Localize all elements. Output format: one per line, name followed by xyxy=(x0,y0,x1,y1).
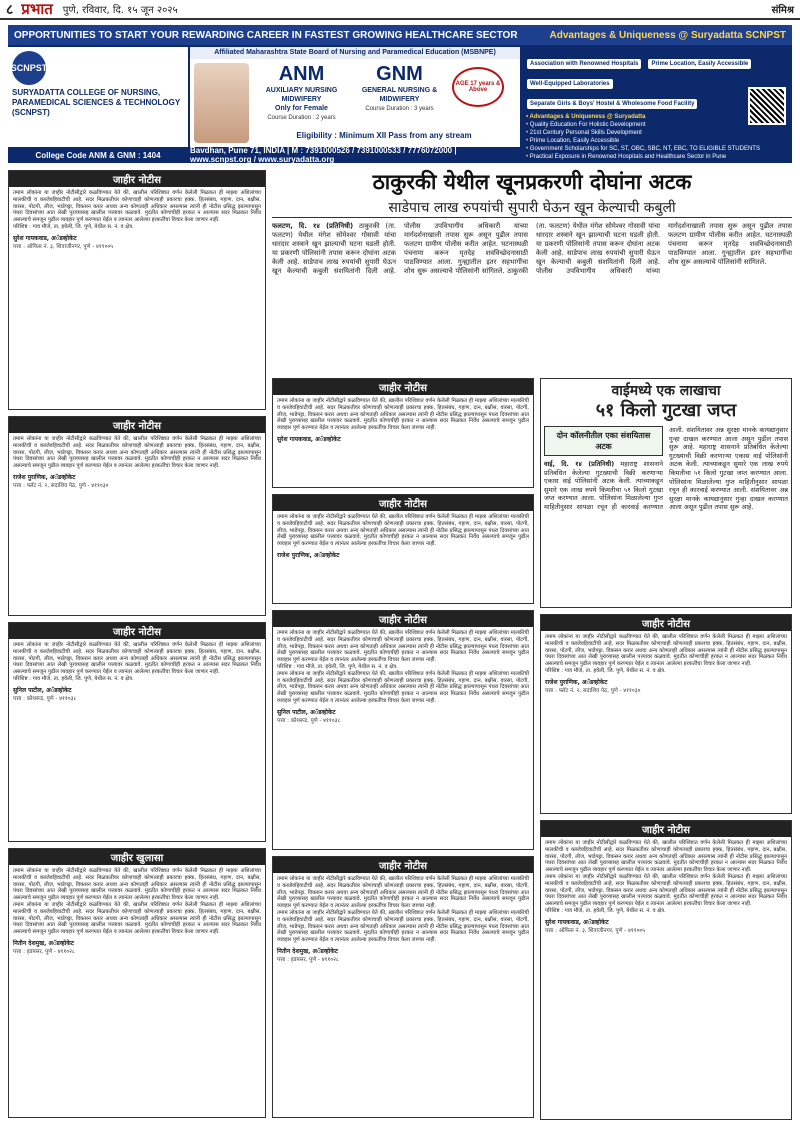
notice-address: पत्ता : कोथरूड, पुणे - ४११०३८ xyxy=(13,695,77,702)
course-gnm xyxy=(352,63,447,127)
notice-body: तमाम लोकांना या जाहीर नोटीसीद्वारे कळविण्यात येते की, खालील परिशिष्टात वर्णन केलेली मिळकत ही माझ्या अशिलांच्या मालकीची व कब्जेवहिवाटीची आहे. सदर मिळकतीवर कोणाचाही कोणत्याही प्रकारचा हक्क, हितसंबंध, गहाण, दान, बक्षीस, वारसा, पोटगी, लीज, भाडेपट्टा, विकसन करार अथवा अन्य कोणताही अधिकार असल्यास त्यांनी ही नोटीस प्रसिद्ध झाल्यापासून पंधरा दिवसांच्या आत लेखी पुराव्यासह खालील पत्त्यावर कळवावे. मुदतीत कोणाचीही हरकत न आल्यास सदर मिळकत निर्वेध असल्याचे समजून पुढील व्यवहार पूर्ण करण्यात येईल व त्यानंतर आलेल्या हरकतींचा विचार केला जाणार नाही. xyxy=(13,901,261,936)
notice-title: जाहीर नोटीस xyxy=(273,611,533,627)
story-text: ठाकुरकी (ता. फलटण) येथील मंगेश सोमेश्वर गोसावी यांचा धारदार शस्त्राने खून झाल्याची घटना घडली होती. या प्रकरणी पोलिसांनी तपास करून दोघांना अटक केली आहे. साडेपाच लाख रुपयांची सुपारी घेऊन खून केल्याची कबुली संशयितांनी दिली आहे. पोलीस उपविभागीय अधिकारी यांच्या मार्गदर्शनाखाली तपास सुरू असून पुढील तपास फलटण ग्रामीण पोलीस करीत आहेत. घटनास्थळी पंचनामा करून मृतदेह शवविच्छेदनासाठी पाठविण्यात आला. गुन्ह्यातील इतर सहभागींचा शोध सुरू असल्याचे पोलिसांनी सांगितले. xyxy=(507,222,792,275)
course-gnm-duration: Course Duration : 3 years xyxy=(365,106,434,112)
notice-title: जाहीर नोटीस xyxy=(9,623,265,639)
gutkha-highlight-box: दोन कॉलनीतील एका संशयितास अटक xyxy=(544,426,663,456)
notice-body: तमाम लोकांना या जाहीर नोटीसीद्वारे कळविण्यात येते की, खालील परिशिष्टात वर्णन केलेली मिळकत ही माझ्या अशिलांच्या मालकीची व कब्जेवहिवाटीची आहे. सदर मिळकतीवर कोणाचाही कोणत्याही प्रकारचा हक्क, हितसंबंध, गहाण, दान, बक्षीस, वारसा, पोटगी, लीज, भाडेपट्टा, विकसन करार अथवा अन्य कोणताही अधिकार असल्यास त्यांनी ही नोटीस प्रसिद्ध झाल्यापासून पंधरा दिवसांच्या आत लेखी पुराव्यासह खालील पत्त्यावर कळवावे. मुदतीत कोणाचीही हरकत न आल्यास सदर मिळकत निर्वेध असल्याचे समजून पुढील व्यवहार पूर्ण करण्यात येईल व त्यानंतर आलेल्या हरकतींचा विचार केला जाणार नाही. xyxy=(277,630,529,664)
gutkha-headline-2: ५१ किलो गुटखा जप्त xyxy=(595,400,737,421)
masthead xyxy=(0,0,800,20)
public-notice xyxy=(8,170,266,410)
notice-schedule: परिशिष्ट : गाव मौजे, ता. हवेली, जि. पुणे, येथील स. नं. व क्षेत्र. xyxy=(545,667,666,674)
course-anm xyxy=(254,63,349,127)
notice-title: जाहीर खुलासा xyxy=(9,849,265,865)
public-notice xyxy=(272,378,534,488)
public-notice xyxy=(8,416,266,616)
notice-schedule: परिशिष्ट : गाव मौजे, ता. हवेली, जि. पुणे, येथील स. नं. व क्षेत्र. xyxy=(277,663,398,670)
notice-title: जाहीर नोटीस xyxy=(273,379,533,395)
course-anm-note: Only for Female xyxy=(275,105,328,112)
notice-body: तमाम लोकांना या जाहीर नोटीसीद्वारे कळविण्यात येते की, खालील परिशिष्टात वर्णन केलेली मिळकत ही माझ्या अशिलांच्या मालकीची व कब्जेवहिवाटीची आहे. सदर मिळकतीवर कोणाचाही कोणत्याही प्रकारचा हक्क, हितसंबंध, गहाण, दान, बक्षीस, वारसा, पोटगी, लीज, भाडेपट्टा, विकसन करार अथवा अन्य कोणताही अधिकार असल्यास त्यांनी ही नोटीस प्रसिद्ध झाल्यापासून पंधरा दिवसांच्या आत लेखी पुराव्यासह खालील पत्त्यावर कळवावे. मुदतीत कोणाचीही हरकत न आल्यास सदर मिळकत निर्वेध असल्याचे समजून पुढील व्यवहार पूर्ण करण्यात येईल व त्यानंतर आलेल्या हरकतींचा विचार केला जाणार नाही. xyxy=(277,514,529,548)
notice-schedule: परिशिष्ट : गाव मौजे, ता. हवेली, जि. पुणे, येथील स. नं. व क्षेत्र. xyxy=(13,675,134,682)
notice-signature: राजेश पुराणिक, अॅडव्होकेट xyxy=(277,551,340,559)
story-subheadline: साडेपाच लाख रुपयांची सुपारी घेऊन खून केल्याची कबुली xyxy=(272,198,792,218)
notice-signature: सुरेश गायकवाड, अॅडव्होकेट xyxy=(277,435,341,443)
notice-schedule: परिशिष्ट : गाव मौजे, ता. हवेली, जि. पुणे, येथील स. नं. व क्षेत्र. xyxy=(13,223,134,230)
course-gnm-title: GNM xyxy=(376,63,423,85)
course-gnm-sub: GENERAL NURSING & MIDWIFERY xyxy=(361,87,438,103)
notice-body: तमाम लोकांना या जाहीर नोटीसीद्वारे कळविण्यात येते की, खालील परिशिष्टात वर्णन केलेली मिळकत ही माझ्या अशिलांच्या मालकीची व कब्जेवहिवाटीची आहे. सदर मिळकतीवर कोणाचाही कोणत्याही प्रकारचा हक्क, हितसंबंध, गहाण, दान, बक्षीस, वारसा, पोटगी, लीज, भाडेपट्टा, विकसन करार अथवा अन्य कोणताही अधिकार असल्यास त्यांनी ही नोटीस प्रसिद्ध झाल्यापासून पंधरा दिवसांच्या आत लेखी पुराव्यासह खालील पत्त्यावर कळवावे. मुदतीत कोणाचीही हरकत न आल्यास सदर मिळकत निर्वेध असल्याचे समजून पुढील व्यवहार पूर्ण करण्यात येईल व त्यानंतर आलेल्या हरकतींचा विचार केला जाणार नाही. xyxy=(13,868,261,902)
feature-badge: Well-Equipped Laboratories xyxy=(527,79,613,89)
notice-address: पत्ता : हडपसर, पुणे - ४११०२८ xyxy=(13,948,75,955)
notice-schedule: परिशिष्ट : गाव मौजे, ता. हवेली, जि. पुणे, येथील स. नं. व क्षेत्र. xyxy=(545,907,666,914)
notice-signature: नितीन देशमुख, अॅडव्होकेट xyxy=(13,939,74,947)
college-advertisement xyxy=(8,25,792,163)
ad-course-panel xyxy=(190,47,520,163)
public-notice xyxy=(540,614,792,814)
notice-address: पत्ता : ऑफिस नं. ३, शिवाजीनगर, पुणे - ४११००५ xyxy=(545,927,646,934)
public-notice xyxy=(272,856,534,1118)
college-logo-icon: SCNPST xyxy=(12,51,46,85)
advantage-item: • Quality Education For Holistic Development xyxy=(526,121,788,129)
advantages-title: • Advantages & Uniqueness @ Suryadatta xyxy=(526,113,788,121)
public-notice xyxy=(540,820,792,1120)
student-photo xyxy=(194,63,249,143)
notice-body: तमाम लोकांना या जाहीर नोटीसीद्वारे कळविण्यात येते की, खालील परिशिष्टात वर्णन केलेली मिळकत ही माझ्या अशिलांच्या मालकीची व कब्जेवहिवाटीची आहे. सदर मिळकतीवर कोणाचाही कोणत्याही प्रकारचा हक्क, हितसंबंध, गहाण, दान, बक्षीस, वारसा, पोटगी, लीज, भाडेपट्टा, विकसन करार अथवा अन्य कोणताही अधिकार असल्यास त्यांनी ही नोटीस प्रसिद्ध झाल्यापासून पंधरा दिवसांच्या आत लेखी पुराव्यासह खालील पत्त्यावर कळवावे. मुदतीत कोणाचीही हरकत न आल्यास सदर मिळकत निर्वेध असल्याचे समजून पुढील व्यवहार पूर्ण करण्यात येईल व त्यानंतर आलेल्या हरकतींचा विचार केला जाणार नाही. xyxy=(13,642,261,676)
notice-body: तमाम लोकांना या जाहीर नोटीसीद्वारे कळविण्यात येते की, खालील परिशिष्टात वर्णन केलेली मिळकत ही माझ्या अशिलांच्या मालकीची व कब्जेवहिवाटीची आहे. सदर मिळकतीवर कोणाचाही कोणत्याही प्रकारचा हक्क, हितसंबंध, गहाण, दान, बक्षीस, वारसा, पोटगी, लीज, भाडेपट्टा, विकसन करार अथवा अन्य कोणताही अधिकार असल्यास त्यांनी ही नोटीस प्रसिद्ध झाल्यापासून पंधरा दिवसांच्या आत लेखी पुराव्यासह खालील पत्त्यावर कळवावे. मुदतीत कोणाचीही हरकत न आल्यास सदर मिळकत निर्वेध असल्याचे समजून पुढील व्यवहार पूर्ण करण्यात येईल व त्यानंतर आलेल्या हरकतींचा विचार केला जाणार नाही. xyxy=(545,840,787,874)
course-anm-duration: Course Duration : 2 years xyxy=(267,115,336,121)
notice-body: तमाम लोकांना या जाहीर नोटीसीद्वारे कळविण्यात येते की, खालील परिशिष्टात वर्णन केलेली मिळकत ही माझ्या अशिलांच्या मालकीची व कब्जेवहिवाटीची आहे. सदर मिळकतीवर कोणाचाही कोणत्याही प्रकारचा हक्क, हितसंबंध, गहाण, दान, बक्षीस, वारसा, पोटगी, लीज, भाडेपट्टा, विकसन करार अथवा अन्य कोणताही अधिकार असल्यास त्यांनी ही नोटीस प्रसिद्ध झाल्यापासून पंधरा दिवसांच्या आत लेखी पुराव्यासह खालील पत्त्यावर कळवावे. मुदतीत कोणाचीही हरकत न आल्यास सदर मिळकत निर्वेध असल्याचे समजून पुढील व्यवहार पूर्ण करण्यात येईल व त्यानंतर आलेल्या हरकतींचा विचार केला जाणार नाही. xyxy=(545,634,787,668)
notice-address: पत्ता : फ्लॅट नं. २, सदाशिव पेठ, पुणे - ४११०३० xyxy=(13,482,109,489)
story-text: ठाकुरकी (ता. फलटण) येथील मंगेश सोमेश्वर गोसावी यांचा धारदार शस्त्राने खून झाल्याची घटना घडली होती. या प्रकरणी पोलिसांनी तपास करून दोघांना अटक केली आहे. साडेपाच लाख रुपयांची सुपारी घेऊन खून केल्याची कबुली संशयितांनी दिली आहे. पोलीस उपविभागीय अधिकारी यांच्या मार्गदर्शनाखाली तपास सुरू असून पुढील तपास फलटण ग्रामीण पोलीस करीत आहेत. घटनास्थळी पंचनामा करून मृतदेह शवविच्छेदनासाठी पाठविण्यात आला. गुन्ह्यातील इतर सहभागींचा शोध सुरू असल्याचे पोलिसांनी सांगितले. xyxy=(272,222,528,275)
middle-notices-column xyxy=(272,378,534,1124)
feature-badge: Prime Location, Easily Accessible xyxy=(648,59,751,69)
notice-address: पत्ता : कोथरूड, पुणे - ४११०३८ xyxy=(277,717,341,724)
advantage-item: • Prime Location, Easily Accessible xyxy=(526,137,788,145)
ad-headline: OPPORTUNITIES TO START YOUR REWARDING CAREER IN FASTEST GROWING HEALTHCARE SECTOR xyxy=(14,29,518,41)
course-anm-sub: AUXILIARY NURSING MIDWIFERY xyxy=(265,87,338,103)
notice-title: जाहीर नोटीस xyxy=(9,171,265,187)
eligibility: Eligibility : Minimum XII Pass from any stream xyxy=(296,131,472,140)
notice-signature: राजेश पुराणिक, अॅडव्होकेट xyxy=(545,678,608,686)
notice-address: पत्ता : हडपसर, पुणे - ४११०२८ xyxy=(277,956,339,963)
notice-address: पत्ता : फ्लॅट नं. २, सदाशिव पेठ, पुणे - ४११०३० xyxy=(545,687,641,694)
story-body xyxy=(272,222,792,370)
ad-top-right: Advantages & Uniqueness @ Suryadatta SCNPST xyxy=(549,29,786,41)
feature-badge: Separate Girls & Boys' Hostel & Wholesome Food Facility xyxy=(527,99,697,109)
qr-code-icon xyxy=(748,87,786,125)
notice-signature: सुनिल पाटील, अॅडव्होकेट xyxy=(13,686,72,694)
notice-body: तमाम लोकांना या जाहीर नोटीसीद्वारे कळविण्यात येते की, खालील परिशिष्टात वर्णन केलेली मिळकत ही माझ्या अशिलांच्या मालकीची व कब्जेवहिवाटीची आहे. सदर मिळकतीवर कोणाचाही कोणत्याही प्रकारचा हक्क, हितसंबंध, गहाण, दान, बक्षीस, वारसा, पोटगी, लीज, भाडेपट्टा, विकसन करार अथवा अन्य कोणताही अधिकार असल्यास त्यांनी ही नोटीस प्रसिद्ध झाल्यापासून पंधरा दिवसांच्या आत लेखी पुराव्यासह खालील पत्त्यावर कळवावे. मुदतीत कोणाचीही हरकत न आल्यास सदर मिळकत निर्वेध असल्याचे समजून पुढील व्यवहार पूर्ण करण्यात येईल व त्यानंतर आलेल्या हरकतींचा विचार केला जाणार नाही. xyxy=(277,909,529,944)
advantage-item: • Government Scholarships for SC, ST, OBC, SBC, NT, EBC, TO ELIGIBLE STUDENTS xyxy=(526,145,788,153)
ad-college-panel xyxy=(8,47,188,163)
gutkha-story xyxy=(540,378,792,608)
gutkha-body xyxy=(544,426,788,512)
affiliation: Affiliated Maharashtra State Board of Nursing and Paramedical Education (MSBNPE) xyxy=(190,47,520,59)
gutkha-text: महाराष्ट्र शासनाने प्रतिबंधित केलेल्या गुटख्याची विक्री करणाऱ्या एकास वाई पोलिसांनी अटक केली. त्याच्याकडून सुमारे एक लाख रुपये किमतीचा ५१ किलो गुटखा जप्त करण्यात आला. पोलिसांना मिळालेल्या गुप्त माहितीनुसार सापळा रचून ही कारवाई करण्यात आली. संशयितावर अन्न सुरक्षा मानके कायद्यानुसार गुन्हा दाखल करण्यात आला असून पुढील तपास सुरू आहे. xyxy=(669,443,789,512)
notice-title: जाहीर नोटीस xyxy=(541,821,791,837)
gutkha-headline-1: वाईमध्ये एक लाखाचा xyxy=(611,383,721,399)
edition-label: संमिश्र xyxy=(771,5,794,16)
feature-badge: Association with Renowned Hospitals xyxy=(527,59,641,69)
ad-features-panel xyxy=(522,47,792,163)
course-anm-title: ANM xyxy=(278,63,325,85)
public-disclosure xyxy=(8,848,266,1118)
notice-title: जाहीर नोटीस xyxy=(273,857,533,873)
ad-contact: Bavdhan, Pune 71, INDIA | M : 7391000526 / 7391000533 / 7776072000 | www.scnpst.org / www.suryadatta.org xyxy=(190,147,520,163)
notice-title: जाहीर नोटीस xyxy=(541,615,791,631)
college-code: College Code ANM & GNM : 1404 xyxy=(8,147,188,163)
notice-body: तमाम लोकांना या जाहीर नोटीसीद्वारे कळविण्यात येते की, खालील परिशिष्टात वर्णन केलेली मिळकत ही माझ्या अशिलांच्या मालकीची व कब्जेवहिवाटीची आहे. सदर मिळकतीवर कोणाचाही कोणत्याही प्रकारचा हक्क, हितसंबंध, गहाण, दान, बक्षीस, वारसा, पोटगी, लीज, भाडेपट्टा, विकसन करार अथवा अन्य कोणताही अधिकार असल्यास त्यांनी ही नोटीस प्रसिद्ध झाल्यापासून पंधरा दिवसांच्या आत लेखी पुराव्यासह खालील पत्त्यावर कळवावे. मुदतीत कोणाचीही हरकत न आल्यास सदर मिळकत निर्वेध असल्याचे समजून पुढील व्यवहार पूर्ण करण्यात येईल व त्यानंतर आलेल्या हरकतींचा विचार केला जाणार नाही. xyxy=(277,670,529,704)
public-notice xyxy=(8,622,266,842)
notice-signature: सुरेश गायकवाड, अॅडव्होकेट xyxy=(545,918,609,926)
left-notices-column xyxy=(8,170,266,1124)
notice-body: तमाम लोकांना या जाहीर नोटीसीद्वारे कळविण्यात येते की, खालील परिशिष्टात वर्णन केलेली मिळकत ही माझ्या अशिलांच्या मालकीची व कब्जेवहिवाटीची आहे. सदर मिळकतीवर कोणाचाही कोणत्याही प्रकारचा हक्क, हितसंबंध, गहाण, दान, बक्षीस, वारसा, पोटगी, लीज, भाडेपट्टा, विकसन करार अथवा अन्य कोणताही अधिकार असल्यास त्यांनी ही नोटीस प्रसिद्ध झाल्यापासून पंधरा दिवसांच्या आत लेखी पुराव्यासह खालील पत्त्यावर कळवावे. मुदतीत कोणाचीही हरकत न आल्यास सदर मिळकत निर्वेध असल्याचे समजून पुढील व्यवहार पूर्ण करण्यात येईल व त्यानंतर आलेल्या हरकतींचा विचार केला जाणार नाही. xyxy=(277,876,529,910)
notice-signature: सुरेश गायकवाड, अॅडव्होकेट xyxy=(13,234,77,242)
notice-title: जाहीर नोटीस xyxy=(273,495,533,511)
dateline: पुणे, रविवार, दि. १५ जून २०२५ xyxy=(62,5,178,16)
public-notice xyxy=(272,610,534,850)
story-headline: ठाकुरकी येथील खूनप्रकरणी दोघांना अटक xyxy=(372,169,692,194)
notice-title: जाहीर नोटीस xyxy=(9,417,265,433)
college-name: SURYADATTA COLLEGE OF NURSING, PARAMEDICAL SCIENCES & TECHNOLOGY (SCNPST) xyxy=(12,88,181,117)
notice-body: तमाम लोकांना या जाहीर नोटीसीद्वारे कळविण्यात येते की, खालील परिशिष्टात वर्णन केलेली मिळकत ही माझ्या अशिलांच्या मालकीची व कब्जेवहिवाटीची आहे. सदर मिळकतीवर कोणाचाही कोणत्याही प्रकारचा हक्क, हितसंबंध, गहाण, दान, बक्षीस, वारसा, पोटगी, लीज, भाडेपट्टा, विकसन करार अथवा अन्य कोणताही अधिकार असल्यास त्यांनी ही नोटीस प्रसिद्ध झाल्यापासून पंधरा दिवसांच्या आत लेखी पुराव्यासह खालील पत्त्यावर कळवावे. मुदतीत कोणाचीही हरकत न आल्यास सदर मिळकत निर्वेध असल्याचे समजून पुढील व्यवहार पूर्ण करण्यात येईल व त्यानंतर आलेल्या हरकतींचा विचार केला जाणार नाही. xyxy=(13,190,261,224)
ad-top-banner xyxy=(8,25,792,45)
notice-signature: सुनिल पाटील, अॅडव्होकेट xyxy=(277,708,336,716)
right-notices-column xyxy=(540,614,792,1126)
notice-body: तमाम लोकांना या जाहीर नोटीसीद्वारे कळविण्यात येते की, खालील परिशिष्टात वर्णन केलेली मिळकत ही माझ्या अशिलांच्या मालकीची व कब्जेवहिवाटीची आहे. सदर मिळकतीवर कोणाचाही कोणत्याही प्रकारचा हक्क, हितसंबंध, गहाण, दान, बक्षीस, वारसा, पोटगी, लीज, भाडेपट्टा, विकसन करार अथवा अन्य कोणताही अधिकार असल्यास त्यांनी ही नोटीस प्रसिद्ध झाल्यापासून पंधरा दिवसांच्या आत लेखी पुराव्यासह खालील पत्त्यावर कळवावे. मुदतीत कोणाचीही हरकत न आल्यास सदर मिळकत निर्वेध असल्याचे समजून पुढील व्यवहार पूर्ण करण्यात येईल व त्यानंतर आलेल्या हरकतींचा विचार केला जाणार नाही. xyxy=(545,873,787,908)
page-number: ८ xyxy=(6,1,14,18)
notice-body: तमाम लोकांना या जाहीर नोटीसीद्वारे कळविण्यात येते की, खालील परिशिष्टात वर्णन केलेली मिळकत ही माझ्या अशिलांच्या मालकीची व कब्जेवहिवाटीची आहे. सदर मिळकतीवर कोणाचाही कोणत्याही प्रकारचा हक्क, हितसंबंध, गहाण, दान, बक्षीस, वारसा, पोटगी, लीज, भाडेपट्टा, विकसन करार अथवा अन्य कोणताही अधिकार असल्यास त्यांनी ही नोटीस प्रसिद्ध झाल्यापासून पंधरा दिवसांच्या आत लेखी पुराव्यासह खालील पत्त्यावर कळवावे. मुदतीत कोणाचीही हरकत न आल्यास सदर मिळकत निर्वेध असल्याचे समजून पुढील व्यवहार पूर्ण करण्यात येईल व त्यानंतर आलेल्या हरकतींचा विचार केला जाणार नाही. xyxy=(13,436,261,470)
advantage-item: • 21st Century Personal Skills Development xyxy=(526,129,788,137)
newspaper-brand: प्रभात xyxy=(21,0,53,18)
gutkha-text: महाराष्ट्र शासनाने प्रतिबंधित केलेल्या गुटख्याची विक्री करणाऱ्या एकास वाई पोलिसांनी अटक केली. त्याच्याकडून सुमारे एक लाख रुपये किमतीचा ५१ किलो गुटखा जप्त करण्यात आला. पोलिसांना मिळालेल्या गुप्त माहितीनुसार सापळा रचून ही कारवाई करण्यात आली. संशयितावर अन्न सुरक्षा मानके कायद्यानुसार गुन्हा दाखल करण्यात आला असून पुढील तपास सुरू आहे. xyxy=(544,426,788,511)
age-badge: AGE 17 years & Above xyxy=(452,67,504,107)
advantage-item: • Practical Exposure in Renowned Hospitals and Healthcare Sector in Pune xyxy=(526,153,788,161)
public-notice xyxy=(272,494,534,604)
gutkha-dateline: वाई, दि. १४ (प्रतिनिधी) xyxy=(544,460,615,468)
notice-signature: राजेश पुराणिक, अॅडव्होकेट xyxy=(13,473,76,481)
story-dateline: फलटण, दि. १४ (प्रतिनिधी) xyxy=(272,222,354,230)
notice-address: पत्ता : ऑफिस नं. ३, शिवाजीनगर, पुणे - ४११००५ xyxy=(13,243,114,250)
notice-signature: नितीन देशमुख, अॅडव्होकेट xyxy=(277,947,338,955)
notice-body: तमाम लोकांना या जाहीर नोटीसीद्वारे कळविण्यात येते की, खालील परिशिष्टात वर्णन केलेली मिळकत ही माझ्या अशिलांच्या मालकीची व कब्जेवहिवाटीची आहे. सदर मिळकतीवर कोणाचाही कोणत्याही प्रकारचा हक्क, हितसंबंध, गहाण, दान, बक्षीस, वारसा, पोटगी, लीज, भाडेपट्टा, विकसन करार अथवा अन्य कोणताही अधिकार असल्यास त्यांनी ही नोटीस प्रसिद्ध झाल्यापासून पंधरा दिवसांच्या आत लेखी पुराव्यासह खालील पत्त्यावर कळवावे. मुदतीत कोणाचीही हरकत न आल्यास सदर मिळकत निर्वेध असल्याचे समजून पुढील व्यवहार पूर्ण करण्यात येईल व त्यानंतर आलेल्या हरकतींचा विचार केला जाणार नाही. xyxy=(277,398,529,432)
